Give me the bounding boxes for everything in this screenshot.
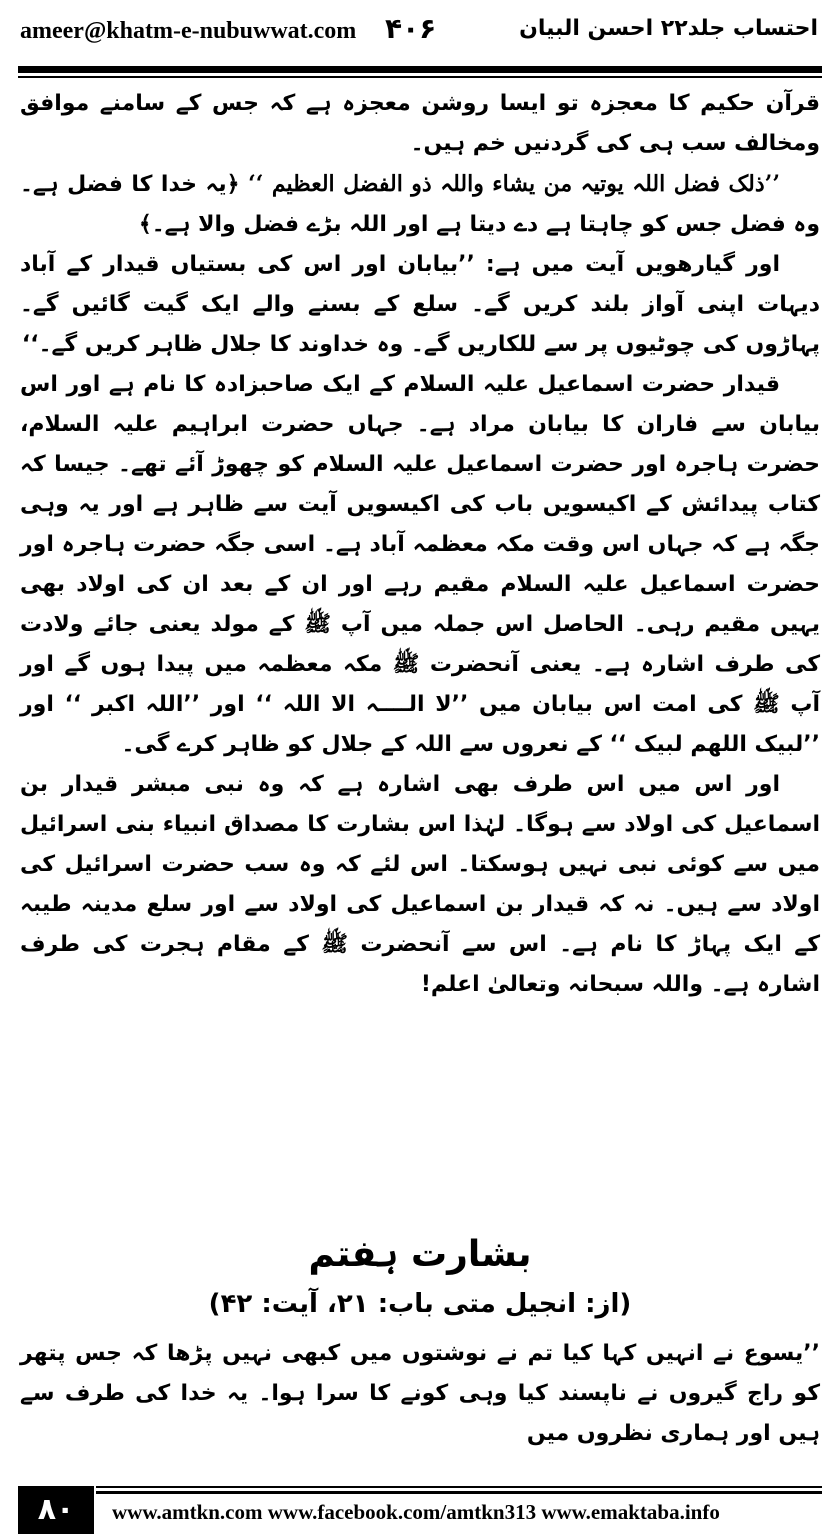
arabic-verse: ’’ذلک فضل اللہ یوتیہ من یشاء واللہ ذو الفضل العظیم ‘‘ <box>248 171 780 197</box>
paragraph-eleventh-verse: اور گیارھویں آیت میں ہے: ’’بیابان اور اس کی بستیاں قیدار کے آباد دیہات اپنی آواز بلند کریں گے۔ سلع کے بسنے والے ایک گیت گائیں گے۔ پہاڑوں کی چوٹیوں پر سے للکاریں گے۔ وہ خداوند کا جلال ظاہر کریں گے۔‘‘ <box>20 252 820 357</box>
main-text <box>20 84 820 1005</box>
verse-translation: ﴿یہ خدا کا فضل ہے۔ وہ فضل جس کو چاہتا ہے دے دیتا ہے اور اللہ بڑے فضل والا ہے۔﴾ <box>20 172 820 237</box>
paragraph-quran-miracle: قرآن حکیم کا معجزہ تو ایسا روشن معجزہ ہے کہ جس کے سامنے موافق ومخالف سب ہی کی گردنیں خم ہیں۔ <box>20 91 820 156</box>
section-title: بشارت ہفتم <box>308 1234 532 1275</box>
paragraph-matthew-quote: ’’یسوع نے انہیں کہا کیا تم نے نوشتوں میں کبھی نہیں پڑھا کہ جس پتھر کو راج گیروں نے ناپسند کیا وہی کونے کا سرا ہوا۔ یہ خدا کی طرف سے ہیں اور ہماری نظروں میں <box>20 1341 820 1446</box>
section-subtitle: (از: انجیل متی باب: ۲۱، آیت: ۴۲) <box>208 1289 632 1319</box>
section-text <box>20 1334 820 1454</box>
footer-page-number: ۸۰ <box>18 1486 94 1534</box>
header-book-title: احتساب جلد۲۲ احسن البیان <box>519 16 818 41</box>
header-email: ameer@khatm-e-nubuwwat.com <box>20 18 357 44</box>
footer-divider-thin <box>96 1486 822 1488</box>
footer-divider-thick <box>96 1491 822 1494</box>
paragraph-qedar: قیدار حضرت اسماعیل علیہ السلام کے ایک صاحبزادہ کا نام ہے اور اس بیابان سے فاران کا بیابان مراد ہے۔ جہاں حضرت ابراہیم علیہ السلام، حضرت ہاجرہ اور حضرت اسماعیل علیہ السلام کو چھوڑ آئے تھے۔ جیسا کہ کتاب پیدائش کے اکیسویں باب کی اکیسویں آیت سے ظاہر ہے اور یہ وہی جگہ ہے کہ جہاں اس وقت مکہ معظمہ آباد ہے۔ اسی جگہ حضرت ہاجرہ اور حضرت اسماعیل علیہ السلام مقیم رہے اور ان کے بعد ان کی اولاد بھی یہیں مقیم رہی۔ الحاصل اس جملہ میں آپ ﷺ کے مولد یعنی جائے ولادت کی طرف اشارہ ہے۔ یعنی آنحضرت ﷺ مکہ معظمہ میں پیدا ہوں گے اور آپ ﷺ کی امت اس بیابان میں ’’لا الــــہ الا اللہ ‘‘ اور ’’اللہ اکبر ‘‘ اور ’’لبیک اللھم لبیک ‘‘ کے نعروں سے اللہ کے جلال کو ظاہر کرے گی۔ <box>20 372 820 757</box>
header-divider-thick <box>18 66 822 73</box>
header-divider-thin <box>18 76 822 78</box>
paragraph-quran-verse <box>20 164 820 245</box>
footer-website-links[interactable]: www.amtkn.com www.facebook.com/amtkn313 www.emaktaba.info <box>112 1500 720 1524</box>
header-page-number: ۴۰۶ <box>385 12 437 45</box>
paragraph-conclusion: اور اس میں اس طرف بھی اشارہ ہے کہ وہ نبی مبشر قیدار بن اسماعیل کی اولاد سے ہوگا۔ لہٰذا اس بشارت کا مصداق انبیاء بنی اسرائیل میں سے کوئی نبی نہیں ہوسکتا۔ اس لئے کہ وہ سب حضرت اسرائیل کی اولاد سے ہیں۔ نہ کہ قیدار بن اسماعیل کی اولاد سے اور سلع مدینہ طیبہ کے ایک پہاڑ کا نام ہے۔ اس سے آنحضرت ﷺ کے مقام ہجرت کی طرف اشارہ ہے۔ واللہ سبحانہ وتعالیٰ اعلم! <box>20 772 820 997</box>
